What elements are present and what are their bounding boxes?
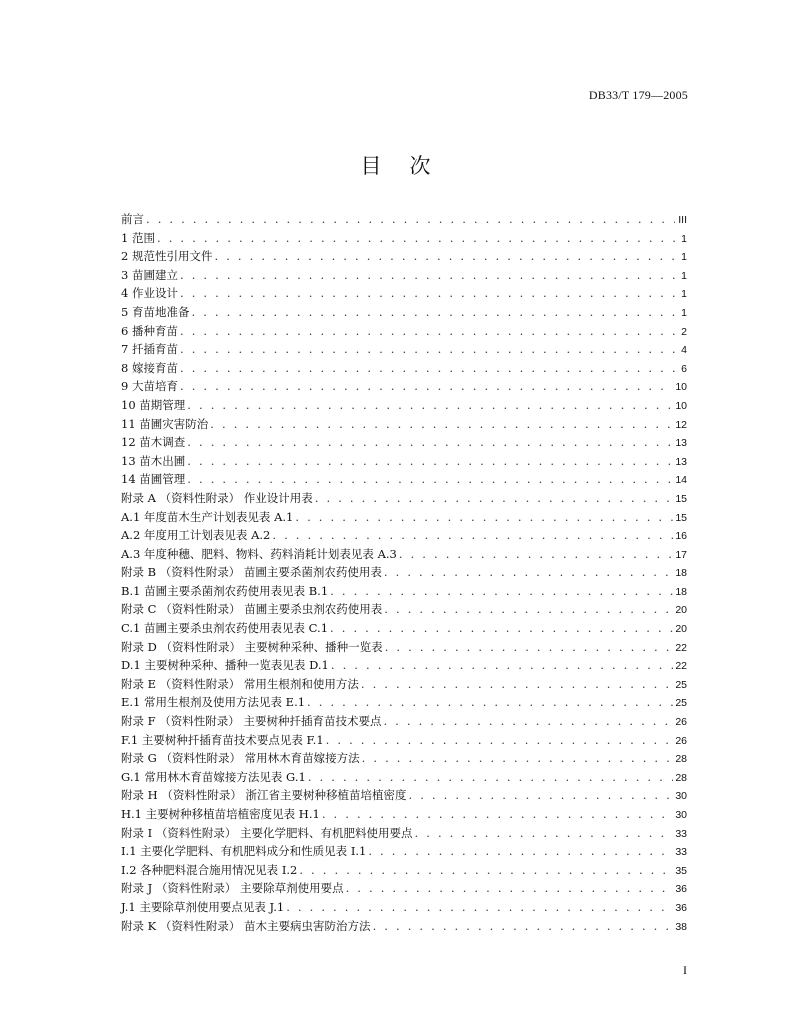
toc-entry[interactable] (121, 639, 687, 658)
toc-dot-leader (308, 770, 674, 784)
toc-entry-label: 前言 (121, 212, 144, 226)
toc-dot-leader (373, 919, 674, 933)
table-of-contents (121, 211, 687, 936)
toc-entry-page: 12 (675, 418, 687, 431)
toc-entry-page: 36 (675, 901, 687, 914)
toc-entry-page: 1 (681, 288, 687, 301)
toc-dot-leader (210, 417, 673, 431)
page-number: I (683, 963, 687, 977)
toc-dot-leader (180, 268, 675, 282)
toc-entry[interactable] (121, 248, 687, 267)
toc-entry-label: 附录 A （资料性附录） 作业设计用表 (121, 490, 313, 505)
toc-entry[interactable] (121, 806, 687, 825)
toc-entry[interactable] (121, 787, 687, 806)
toc-dot-leader (326, 733, 674, 747)
toc-entry-page: 26 (675, 716, 687, 729)
page-title: 目次 (360, 154, 459, 178)
toc-entry-page: 36 (675, 883, 687, 896)
toc-dot-leader (187, 435, 673, 449)
toc-entry-label: 12 苗木调查 (121, 435, 186, 450)
toc-dot-leader (330, 621, 673, 635)
toc-dot-leader (180, 379, 673, 393)
toc-entry-label: 9 大苗培育 (121, 379, 178, 394)
toc-entry[interactable] (121, 211, 687, 230)
toc-entry-page: 10 (675, 381, 687, 394)
toc-entry[interactable] (121, 267, 687, 286)
toc-entry-label: E.1 常用生根剂及使用方法见表 E.1 (121, 695, 306, 710)
toc-entry[interactable] (121, 230, 687, 249)
toc-entry-page: 20 (675, 604, 687, 617)
toc-dot-leader (214, 249, 675, 263)
toc-dot-leader (187, 472, 673, 486)
toc-entry[interactable] (121, 862, 687, 881)
toc-dot-leader (299, 863, 673, 877)
toc-dot-leader (307, 695, 673, 709)
toc-dot-leader (180, 324, 675, 338)
toc-entry-page: 6 (681, 362, 687, 375)
toc-dot-leader (361, 677, 673, 691)
toc-dot-leader (272, 528, 673, 542)
toc-dot-leader (180, 361, 675, 375)
toc-entry-page: III (678, 214, 687, 226)
toc-entry-page: 10 (675, 399, 687, 412)
toc-entry-label: A.3 年度种穗、肥料、物料、药料消耗计划表见表 A.3 (121, 546, 397, 561)
toc-entry-label: F.1 主要树种扦插育苗技术要点见表 F.1 (121, 732, 324, 747)
toc-entry-label: 附录 B （资料性附录） 苗圃主要杀菌剂农药使用表 (121, 565, 382, 580)
toc-entry[interactable] (121, 732, 687, 751)
toc-entry[interactable] (121, 285, 687, 304)
toc-entry-page: 1 (681, 306, 687, 319)
toc-entry-label: 4 作业设计 (121, 286, 178, 301)
toc-entry-page: 25 (675, 697, 687, 710)
toc-entry-label: J.1 主要除草剂使用要点见表 J.1 (121, 899, 285, 914)
toc-entry-page: 20 (675, 623, 687, 636)
toc-entry-page: 38 (675, 920, 687, 933)
document-code: DB33/T 179—2005 (588, 88, 688, 102)
toc-entry[interactable] (121, 657, 687, 676)
toc-entry[interactable] (121, 601, 687, 620)
toc-dot-leader (295, 510, 673, 524)
toc-dot-leader (187, 454, 673, 468)
toc-dot-leader (384, 565, 673, 579)
toc-entry[interactable] (121, 360, 687, 379)
toc-entry[interactable] (121, 378, 687, 397)
toc-entry-label: 1 范围 (121, 230, 155, 245)
toc-entry[interactable] (121, 825, 687, 844)
toc-entry[interactable] (121, 620, 687, 639)
toc-entry[interactable] (121, 713, 687, 732)
toc-entry-label: D.1 主要树种采种、播种一览表见表 D.1 (121, 658, 329, 673)
toc-entry-label: 附录 C （资料性附录） 苗圃主要杀虫剂农药使用表 (121, 602, 383, 617)
toc-entry-label: 14 苗圃管理 (121, 472, 186, 487)
toc-entry-label: 3 苗圃建立 (121, 267, 178, 282)
toc-entry-label: A.1 年度苗木生产计划表见表 A.1 (121, 509, 294, 524)
toc-entry[interactable] (121, 490, 687, 509)
toc-entry-page: 14 (675, 474, 687, 487)
toc-entry[interactable] (121, 397, 687, 416)
toc-entry[interactable] (121, 416, 687, 435)
toc-entry-page: 1 (681, 269, 687, 282)
toc-entry-label: I.2 各种肥料混合施用情况见表 I.2 (121, 862, 298, 877)
toc-entry-label: 附录 I （资料性附录） 主要化学肥料、有机肥料使用要点 (121, 825, 413, 840)
toc-entry[interactable] (121, 546, 687, 565)
toc-entry-label: 附录 J （资料性附录） 主要除草剂使用要点 (121, 881, 344, 896)
toc-entry[interactable] (121, 564, 687, 583)
toc-entry-page: 25 (675, 678, 687, 691)
toc-entry[interactable] (121, 750, 687, 769)
toc-dot-leader (346, 881, 674, 895)
toc-entry-label: 附录 D （资料性附录） 主要树种采种、播种一览表 (121, 639, 383, 654)
toc-entry[interactable] (121, 769, 687, 788)
toc-entry[interactable] (121, 304, 687, 323)
toc-entry-page: 18 (675, 585, 687, 598)
toc-entry-page: 15 (675, 511, 687, 524)
toc-entry-page: 22 (675, 641, 687, 654)
toc-entry[interactable] (121, 341, 687, 360)
toc-entry[interactable] (121, 918, 687, 937)
toc-entry[interactable] (121, 676, 687, 695)
toc-entry-page: 22 (675, 660, 687, 673)
toc-dot-leader (180, 342, 675, 356)
toc-entry[interactable] (121, 509, 687, 528)
toc-entry-label: 附录 K （资料性附录） 苗木主要病虫害防治方法 (121, 918, 371, 933)
toc-entry-label: 10 苗期管理 (121, 397, 186, 412)
toc-entry[interactable] (121, 694, 687, 713)
toc-entry-page: 2 (681, 325, 687, 338)
toc-dot-leader (157, 231, 675, 245)
toc-dot-leader (368, 844, 673, 858)
toc-entry-label: 附录 G （资料性附录） 常用林木育苗嫁接方法 (121, 751, 360, 766)
toc-entry-label: I.1 主要化学肥料、有机肥料成分和性质见表 I.1 (121, 844, 367, 859)
toc-dot-leader (409, 788, 674, 802)
toc-dot-leader (191, 305, 675, 319)
toc-entry-page: 33 (675, 827, 687, 840)
toc-entry-page: 30 (675, 809, 687, 821)
toc-entry-label: 5 育苗地准备 (121, 304, 190, 319)
toc-entry-label: A.2 年度用工计划表见表 A.2 (121, 528, 271, 543)
toc-entry-page: 13 (675, 437, 687, 450)
toc-entry-label: B.1 苗圃主要杀菌剂农药使用表见表 B.1 (121, 583, 329, 598)
toc-entry-page: 28 (675, 753, 687, 766)
toc-entry[interactable] (121, 583, 687, 602)
toc-entry-page: 13 (675, 455, 687, 468)
toc-entry-page: 26 (675, 734, 687, 747)
toc-entry-label: 2 规范性引用文件 (121, 249, 213, 264)
toc-dot-leader (399, 547, 673, 561)
toc-dot-leader (385, 640, 674, 654)
toc-entry-page: 15 (675, 492, 687, 505)
toc-dot-leader (187, 398, 673, 412)
toc-entry-label: 附录 E （资料性附录） 常用生根剂和使用方法 (121, 676, 359, 691)
toc-dot-leader (322, 807, 674, 821)
toc-entry[interactable] (121, 880, 687, 899)
toc-dot-leader (331, 658, 673, 672)
toc-entry[interactable] (121, 843, 687, 862)
toc-dot-leader (362, 751, 674, 765)
toc-entry-page: 35 (675, 864, 687, 877)
toc-entry-page: 1 (681, 251, 687, 264)
toc-entry-label: G.1 常用林木育苗嫁接方法见表 G.1 (121, 769, 306, 784)
toc-entry-page: 17 (675, 548, 687, 561)
toc-dot-leader (415, 826, 674, 840)
toc-entry[interactable] (121, 323, 687, 342)
toc-entry-page: 33 (675, 846, 687, 859)
toc-entry-label: H.1 主要树种移植苗培植密度见表 H.1 (121, 807, 320, 821)
toc-entry-label: C.1 苗圃主要杀虫剂农药使用表见表 C.1 (121, 621, 329, 636)
toc-dot-leader (383, 714, 673, 728)
toc-entry-label: 13 苗木出圃 (121, 453, 186, 468)
toc-dot-leader (146, 212, 675, 226)
toc-entry-label: 11 苗圃灾害防治 (121, 416, 209, 431)
toc-dot-leader (384, 602, 673, 616)
toc-dot-leader (180, 286, 675, 300)
toc-entry-label: 附录 F （资料性附录） 主要树种扦插育苗技术要点 (121, 714, 382, 729)
toc-entry[interactable] (121, 434, 687, 453)
toc-entry-page: 18 (675, 567, 687, 580)
toc-entry[interactable] (121, 899, 687, 918)
toc-entry[interactable] (121, 471, 687, 490)
toc-entry[interactable] (121, 527, 687, 546)
toc-dot-leader (286, 900, 673, 914)
toc-entry-page: 4 (681, 344, 687, 357)
toc-entry-label: 7 扦插育苗 (121, 342, 178, 357)
toc-entry[interactable] (121, 453, 687, 472)
toc-dot-leader (330, 584, 673, 598)
toc-entry-page: 28 (675, 771, 687, 784)
toc-dot-leader (315, 491, 674, 505)
toc-entry-page: 1 (681, 232, 687, 245)
toc-entry-page: 30 (675, 790, 687, 803)
toc-entry-page: 16 (675, 530, 687, 543)
toc-entry-label: 6 播种育苗 (121, 323, 178, 338)
toc-entry-label: 附录 H （资料性附录） 浙江省主要树种移植苗培植密度 (121, 788, 407, 803)
toc-entry-label: 8 嫁接育苗 (121, 360, 178, 375)
